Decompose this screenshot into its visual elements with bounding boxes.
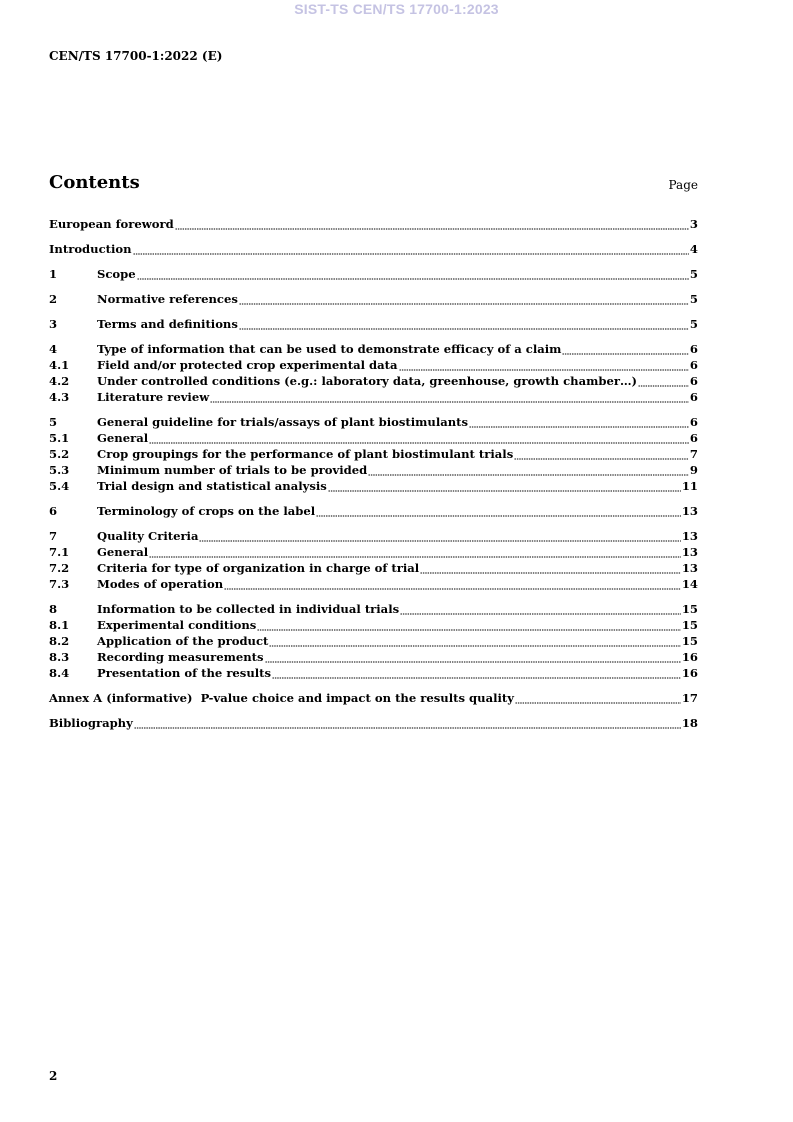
toc-entry[interactable] xyxy=(49,503,698,519)
toc-entry-page: 13 xyxy=(681,545,698,559)
toc-entry-page: 15 xyxy=(681,618,698,632)
toc-entry[interactable] xyxy=(49,266,698,282)
toc-entry-title: Terminology of crops on the label xyxy=(97,504,316,518)
toc-entry-page: 16 xyxy=(681,650,698,664)
toc-entry-page: 4 xyxy=(689,242,698,256)
toc-entry-page: 5 xyxy=(689,292,698,306)
toc-entry[interactable] xyxy=(49,373,698,389)
toc-entry-page: 3 xyxy=(689,217,698,231)
toc-dot-leader xyxy=(469,414,689,430)
toc-dot-leader xyxy=(257,617,681,633)
toc-entry-title: General xyxy=(97,545,149,559)
toc-dot-leader xyxy=(272,665,681,681)
toc-group xyxy=(49,241,698,257)
toc-entry-page: 15 xyxy=(681,602,698,616)
toc-dot-leader xyxy=(133,241,689,257)
toc-entry-number: 5.3 xyxy=(49,463,70,477)
toc-entry-page: 17 xyxy=(681,691,698,705)
toc-entry-page: 9 xyxy=(689,463,698,477)
toc-entry-page: 13 xyxy=(681,561,698,575)
toc-entry-title: Bibliography xyxy=(49,716,133,730)
toc-group xyxy=(49,341,698,405)
toc-dot-leader xyxy=(149,430,689,446)
toc-entry-page: 14 xyxy=(681,577,698,591)
toc-entry-title: Scope xyxy=(97,267,136,281)
toc-entry-number: 5.2 xyxy=(49,447,70,461)
toc-entry[interactable] xyxy=(49,601,698,617)
toc-entry-number: 8.1 xyxy=(49,618,70,632)
toc-entry-title: Normative references xyxy=(97,292,238,306)
toc-entry[interactable] xyxy=(49,544,698,560)
toc-entry[interactable] xyxy=(49,462,698,478)
toc-entry-number: 7.1 xyxy=(49,545,70,559)
toc-entry-title: Annex A (informative) P-value choice and impact on the results quality xyxy=(49,691,514,705)
toc-entry-number: 7.2 xyxy=(49,561,70,575)
toc-entry-title: Type of information that can be used to demonstrate efficacy of a claim xyxy=(97,342,562,356)
toc-entry-number: 6 xyxy=(49,504,58,518)
toc-entry-title: Under controlled conditions (e.g.: laboratory data, greenhouse, growth chamber…) xyxy=(97,374,638,388)
toc-dot-leader xyxy=(210,389,689,405)
toc-dot-leader xyxy=(199,528,680,544)
toc-entry-page: 5 xyxy=(689,267,698,281)
toc-entry-title: Quality Criteria xyxy=(97,529,199,543)
toc-entry-page: 11 xyxy=(681,479,698,493)
toc-entry[interactable] xyxy=(49,446,698,462)
toc-dot-leader xyxy=(137,266,689,282)
toc-entry-title: Trial design and statistical analysis xyxy=(97,479,327,493)
toc-entry[interactable] xyxy=(49,690,698,706)
toc-entry[interactable] xyxy=(49,414,698,430)
toc-group xyxy=(49,266,698,282)
toc-entry-page: 5 xyxy=(689,317,698,331)
toc-entry-number: 4.3 xyxy=(49,390,70,404)
toc-entry-number: 8.2 xyxy=(49,634,70,648)
toc-entry-number: 5.4 xyxy=(49,479,70,493)
toc-entry-title: Information to be collected in individual trials xyxy=(97,602,400,616)
toc-entry[interactable] xyxy=(49,560,698,576)
toc-dot-leader xyxy=(239,316,689,332)
toc-entry-number: 3 xyxy=(49,317,58,331)
toc-entry[interactable] xyxy=(49,633,698,649)
toc-entry-title: Presentation of the results xyxy=(97,666,272,680)
contents-title: Contents xyxy=(49,172,140,193)
toc-entry-page: 13 xyxy=(681,504,698,518)
toc-entry[interactable] xyxy=(49,341,698,357)
toc-entry[interactable] xyxy=(49,291,698,307)
toc-entry-page: 15 xyxy=(681,634,698,648)
toc-entry-title: Experimental conditions xyxy=(97,618,257,632)
page-number: 2 xyxy=(49,1069,58,1083)
toc-entry-number: 5.1 xyxy=(49,431,70,445)
toc-entry-number: 2 xyxy=(49,292,58,306)
toc-entry[interactable] xyxy=(49,576,698,592)
toc-dot-leader xyxy=(328,478,681,494)
toc-group xyxy=(49,291,698,307)
toc-entry[interactable] xyxy=(49,241,698,257)
toc-entry-title: Recording measurements xyxy=(97,650,264,664)
toc-entry-number: 4.1 xyxy=(49,358,70,372)
toc-group xyxy=(49,528,698,592)
table-of-contents xyxy=(49,216,698,740)
toc-entry[interactable] xyxy=(49,389,698,405)
toc-group xyxy=(49,601,698,681)
toc-entry[interactable] xyxy=(49,649,698,665)
toc-entry-page: 7 xyxy=(689,447,698,461)
toc-dot-leader xyxy=(514,446,689,462)
toc-dot-leader xyxy=(175,216,689,232)
toc-entry-page: 6 xyxy=(689,358,698,372)
toc-dot-leader xyxy=(399,357,689,373)
toc-entry-title: Modes of operation xyxy=(97,577,224,591)
toc-entry-title: General xyxy=(97,431,149,445)
toc-group xyxy=(49,503,698,519)
toc-entry-number: 1 xyxy=(49,267,58,281)
toc-entry-title: European foreword xyxy=(49,217,174,231)
toc-dot-leader xyxy=(400,601,681,617)
toc-entry[interactable] xyxy=(49,316,698,332)
toc-entry[interactable] xyxy=(49,617,698,633)
toc-entry-title: Crop groupings for the performance of plant biostimulant trials xyxy=(97,447,514,461)
toc-entry[interactable] xyxy=(49,665,698,681)
toc-entry-number: 7.3 xyxy=(49,577,70,591)
toc-entry-title: Terms and definitions xyxy=(97,317,238,331)
toc-group xyxy=(49,414,698,494)
toc-dot-leader xyxy=(269,633,680,649)
toc-entry[interactable] xyxy=(49,528,698,544)
toc-entry-number: 4.2 xyxy=(49,374,70,388)
toc-entry-page: 6 xyxy=(689,342,698,356)
toc-entry-number: 8 xyxy=(49,602,58,616)
toc-entry-number: 5 xyxy=(49,415,58,429)
document-reference: CEN/TS 17700-1:2022 (E) xyxy=(49,49,223,63)
toc-entry-title: Introduction xyxy=(49,242,132,256)
toc-dot-leader xyxy=(638,373,689,389)
toc-entry-number: 4 xyxy=(49,342,58,356)
toc-entry[interactable] xyxy=(49,357,698,373)
toc-entry[interactable] xyxy=(49,430,698,446)
toc-entry-page: 6 xyxy=(689,431,698,445)
toc-entry-page: 6 xyxy=(689,390,698,404)
toc-dot-leader xyxy=(265,649,681,665)
toc-entry-page: 6 xyxy=(689,374,698,388)
toc-entry-title: General guideline for trials/assays of plant biostimulants xyxy=(97,415,469,429)
toc-dot-leader xyxy=(368,462,689,478)
toc-entry-page: 16 xyxy=(681,666,698,680)
toc-entry-title: Application of the product xyxy=(97,634,269,648)
toc-dot-leader xyxy=(420,560,681,576)
toc-entry-title: Literature review xyxy=(97,390,210,404)
toc-dot-leader xyxy=(134,715,681,731)
toc-entry-title: Criteria for type of organization in charge of trial xyxy=(97,561,420,575)
toc-entry-title: Field and/or protected crop experimental data xyxy=(97,358,398,372)
toc-entry-page: 13 xyxy=(681,529,698,543)
toc-dot-leader xyxy=(224,576,681,592)
toc-group xyxy=(49,316,698,332)
toc-entry[interactable] xyxy=(49,715,698,731)
toc-entry[interactable] xyxy=(49,216,698,232)
toc-entry-page: 6 xyxy=(689,415,698,429)
page-column-label: Page xyxy=(668,178,698,192)
toc-dot-leader xyxy=(149,544,681,560)
toc-entry-number: 8.4 xyxy=(49,666,70,680)
toc-entry-number: 8.3 xyxy=(49,650,70,664)
toc-dot-leader xyxy=(316,503,681,519)
toc-entry[interactable] xyxy=(49,478,698,494)
toc-dot-leader xyxy=(562,341,688,357)
watermark: SIST-TS CEN/TS 17700-1:2023 xyxy=(294,1,499,17)
toc-group xyxy=(49,715,698,731)
toc-entry-page: 18 xyxy=(681,716,698,730)
toc-entry-number: 7 xyxy=(49,529,58,543)
toc-dot-leader xyxy=(515,690,681,706)
toc-group xyxy=(49,690,698,706)
toc-dot-leader xyxy=(239,291,689,307)
toc-group xyxy=(49,216,698,232)
toc-entry-title: Minimum number of trials to be provided xyxy=(97,463,368,477)
